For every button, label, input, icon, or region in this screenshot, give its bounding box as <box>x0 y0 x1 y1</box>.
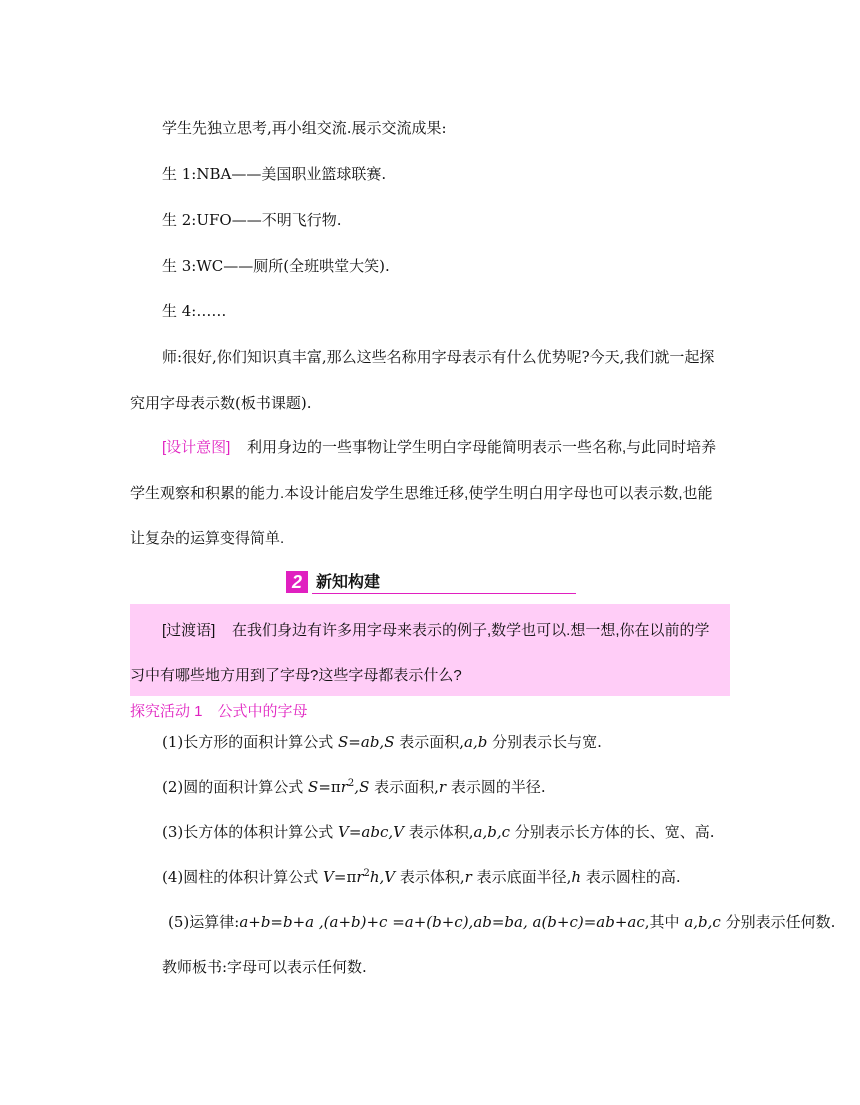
formula-2: (2)圆的面积计算公式 $S=\pi r^2,S$ 表示面积,r 表示圆的半径. <box>162 778 546 796</box>
activity-title: 探究活动 1 公式中的字母 <box>130 703 308 720</box>
design-intent-line1 <box>162 438 716 458</box>
transition-text1: 在我们身边有许多用字母来表示的例子,数学也可以.想一想,你在以前的学 <box>232 622 710 639</box>
student-answer-1: 生 1:NBA——美国职业篮球联赛. <box>162 165 387 183</box>
transition-label: [过渡语] <box>162 622 216 639</box>
student-answer-3: 生 3:WC——厕所(全班哄堂大笑). <box>162 257 390 275</box>
student-answer-4: 生 4:…… <box>162 302 227 320</box>
transition-line2: 习中有哪些地方用到了字母?这些字母都表示什么? <box>130 667 462 684</box>
section-heading <box>286 570 576 596</box>
formula-5: (5)运算律:a+b=b+a ,(a+b)+c =a+(b+c),ab=ba, a(b+c)=ab+ac,其中 a,b,c 分别表示任何数. <box>168 913 836 931</box>
teacher-remark-line1: 师:很好,你们知识真丰富,那么这些名称用字母表示有什么优势呢?今天,我们就一起探 <box>162 348 715 366</box>
formula-4: (4)圆柱的体积计算公式 $V=\pi r^2h,V$ 表示体积,r 表示底面半径,h 表示圆柱的高. <box>162 868 681 886</box>
design-intent-text1: 利用身边的一些事物让学生明白字母能简明表示一些名称,与此同时培养 <box>247 439 717 456</box>
transition-line1 <box>162 621 710 641</box>
design-intent-line3: 让复杂的运算变得简单. <box>130 530 285 547</box>
design-intent-label: [设计意图] <box>162 439 231 456</box>
formula-1: (1)长方形的面积计算公式 S=ab,S 表示面积,a,b 分别表示长与宽. <box>162 733 602 751</box>
student-answer-2: 生 2:UFO——不明飞行物. <box>162 211 342 229</box>
formula-3: (3)长方体的体积计算公式 V=abc,V 表示体积,a,b,c 分别表示长方体的长、宽、高. <box>162 823 715 841</box>
teacher-remark-line2: 究用字母表示数(板书课题). <box>130 394 312 412</box>
design-intent-line2: 学生观察和积累的能力.本设计能启发学生思维迁移,使学生明白用字母也可以表示数,也能 <box>130 485 713 502</box>
intro-line: 学生先独立思考,再小组交流.展示交流成果: <box>162 119 447 137</box>
section-title: 新知构建 <box>316 572 381 591</box>
section-number-badge: 2 <box>286 571 308 593</box>
section-underline <box>312 593 576 594</box>
teacher-board-note: 教师板书:字母可以表示任何数. <box>162 958 367 976</box>
